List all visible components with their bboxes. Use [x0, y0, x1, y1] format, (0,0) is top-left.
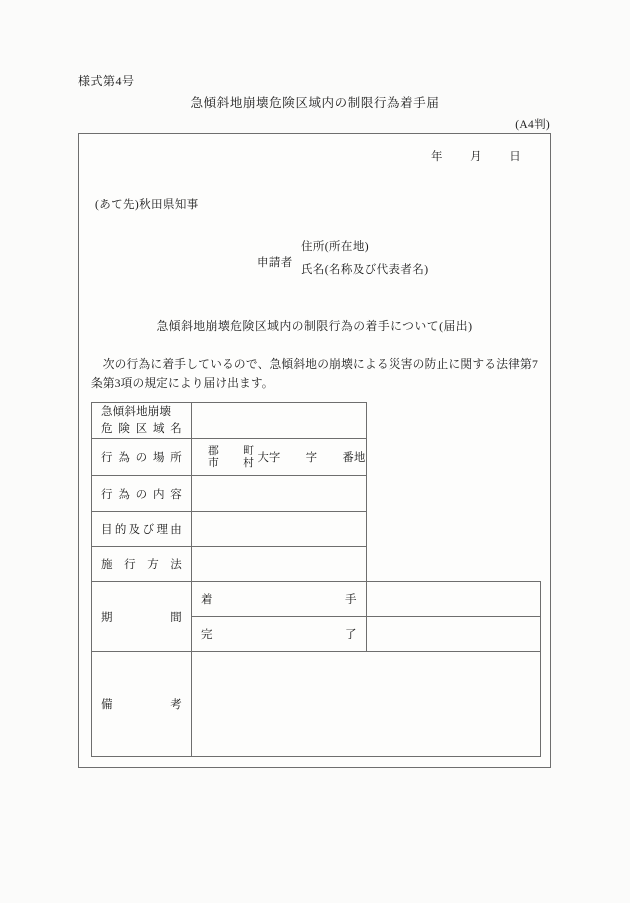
row-value-period-end[interactable] — [366, 617, 541, 652]
aza-label: 字 — [305, 452, 318, 464]
date-month-label: 月 — [470, 151, 482, 163]
row-label-area-name-line1: 急傾斜地崩壊 — [101, 405, 172, 418]
form-number: 様式第4号 — [78, 74, 135, 88]
paper-size-note: (A4判) — [515, 119, 550, 131]
row-label-area-name — [92, 403, 192, 439]
gun-shi-stack — [208, 445, 219, 469]
row-value-period-start[interactable] — [366, 582, 541, 617]
row-label-area-name-line2-wrap: 危 険 区 域 名 — [101, 422, 182, 435]
shi-label: 市 — [208, 457, 219, 469]
row-label-method: 施 行 方 法 — [92, 547, 192, 582]
addressee-label: (あて先)秋田県知事 — [95, 199, 199, 211]
row-value-place[interactable] — [192, 439, 367, 476]
applicant-block — [257, 239, 428, 280]
table-row-remarks — [92, 652, 541, 757]
page-title: 急傾斜地崩壊危険区域内の制限行為着手届 — [190, 96, 440, 110]
cho-label: 町 — [243, 444, 255, 457]
row-value-method[interactable] — [192, 547, 367, 582]
body-paragraph: 次の行為に着手しているので、急傾斜地の崩壊による災害の防止に関する法律第7条第3項の規定により届け出ます。 — [91, 358, 538, 390]
row-label-period-start: 着 手 — [192, 582, 367, 617]
row-label-period-end: 完 了 — [192, 617, 367, 652]
date-year-label: 年 — [431, 151, 443, 163]
banchi-label: 番地 — [342, 452, 366, 464]
son-label: 村 — [243, 457, 255, 469]
applicant-label: 申請者 — [257, 257, 293, 269]
table-row-area-name — [92, 403, 541, 439]
oaza-label: 大字 — [257, 452, 281, 464]
table-row-period-start — [92, 582, 541, 617]
row-label-purpose: 目 的 及 び 理 由 — [92, 512, 192, 547]
table-row-content — [92, 476, 541, 512]
subject-line: 急傾斜地崩壊危険区域内の制限行為の着手について(届出) — [156, 319, 473, 333]
applicant-address-label: 住所(所在地) — [301, 241, 369, 253]
gun-label: 郡 — [208, 444, 219, 457]
row-label-remarks: 備 考 — [92, 652, 192, 757]
row-value-remarks[interactable] — [192, 652, 541, 757]
row-label-place: 行 為 の 場 所 — [92, 439, 192, 476]
row-label-content: 行 為 の 内 容 — [92, 476, 192, 512]
date-day-label: 日 — [509, 151, 521, 163]
application-table — [91, 402, 541, 757]
table-row-purpose — [92, 512, 541, 547]
cho-son-stack — [243, 445, 254, 469]
applicant-name-label: 氏名(名称及び代表者名) — [301, 263, 429, 276]
row-value-purpose[interactable] — [192, 512, 367, 547]
address-breakdown — [208, 445, 366, 469]
row-value-content[interactable] — [192, 476, 367, 512]
form-frame — [78, 133, 551, 768]
row-value-area-name[interactable] — [192, 403, 367, 439]
table-row-place — [92, 439, 541, 476]
row-label-period: 期 間 — [92, 582, 192, 652]
table-row-method — [92, 547, 541, 582]
date-line — [431, 148, 521, 164]
